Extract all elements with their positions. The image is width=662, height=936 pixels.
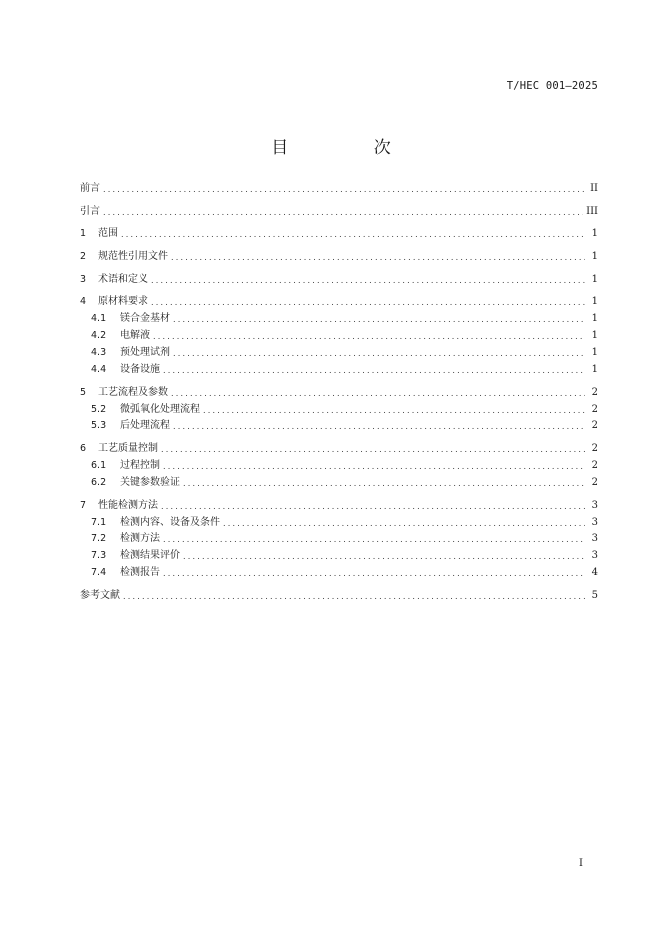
dot-leader — [163, 564, 585, 583]
toc-entry-label: 检测方法 — [120, 533, 160, 545]
toc-entry-label: 工艺质量控制 — [98, 443, 158, 455]
toc-entry-number: 5.3 — [91, 420, 107, 432]
toc-entry-2[interactable] — [80, 249, 598, 266]
toc-entry-page: 1 — [591, 273, 598, 285]
toc-entry-label: 性能检测方法 — [98, 499, 158, 511]
toc-entry-label: 设备设施 — [120, 364, 160, 375]
toc-entry-4-3[interactable] — [80, 345, 598, 362]
toc-entry-5[interactable] — [80, 385, 598, 402]
dot-leader — [123, 587, 585, 606]
toc-entry-page: 2 — [591, 476, 598, 488]
toc-entry-page: 1 — [591, 251, 598, 263]
dot-leader — [103, 180, 585, 199]
toc-entry-label: 检测结果评价 — [120, 550, 180, 562]
toc-entry-label: 镁合金基材 — [120, 313, 170, 325]
toc-entry-number: 7.4 — [91, 567, 107, 579]
toc-entry-page: 3 — [591, 499, 598, 511]
toc-entry-page: II — [590, 183, 598, 194]
dot-leader — [103, 203, 583, 222]
toc-entry-7-2[interactable] — [80, 531, 598, 548]
toc-entry-5-2[interactable] — [80, 402, 598, 419]
table-of-contents — [80, 181, 598, 605]
dot-leader — [183, 474, 585, 493]
toc-entry-page: 1 — [591, 330, 598, 342]
toc-entry-foreword[interactable] — [80, 181, 598, 198]
toc-entry-label: 关键参数验证 — [120, 476, 180, 488]
toc-entry-page: 1 — [591, 296, 598, 308]
toc-entry-7-4[interactable] — [80, 565, 598, 582]
toc-entry-page: 2 — [591, 460, 598, 472]
toc-entry-4-2[interactable] — [80, 328, 598, 345]
toc-entry-number: 4.1 — [91, 313, 107, 325]
toc-entry-page: 3 — [591, 516, 598, 528]
toc-entry-number: 6.2 — [91, 476, 107, 488]
toc-entry-label: 原材料要求 — [98, 296, 148, 308]
toc-entry-page: 1 — [591, 228, 598, 240]
toc-entry-number: 4.4 — [91, 364, 107, 375]
toc-entry-number: 4.3 — [91, 347, 107, 359]
toc-entry-label: 电解液 — [120, 330, 150, 342]
toc-entry-page: 2 — [591, 403, 598, 415]
dot-leader — [171, 248, 585, 267]
toc-entry-number: 5 — [80, 386, 87, 398]
toc-entry-number: 3 — [80, 273, 87, 285]
toc-entry-page: 3 — [591, 533, 598, 545]
dot-leader — [151, 271, 585, 290]
toc-entry-page: III — [586, 205, 598, 217]
toc-entry-4-4[interactable] — [80, 362, 598, 379]
dot-leader — [121, 225, 585, 244]
toc-entry-label: 工艺流程及参数 — [98, 386, 168, 398]
toc-entry-6[interactable] — [80, 441, 598, 458]
toc-entry-5-3[interactable] — [80, 418, 598, 435]
toc-entry-label: 检测内容、设备及条件 — [120, 516, 220, 528]
document-code: T/HEC 001—2025 — [506, 80, 598, 92]
toc-entry-4-1[interactable] — [80, 311, 598, 328]
toc-entry-number: 4.2 — [91, 330, 107, 342]
toc-entry-bibliography[interactable] — [80, 588, 598, 605]
toc-entry-number: 6.1 — [91, 460, 107, 472]
toc-title: 目 次 — [271, 138, 431, 158]
dot-leader — [163, 361, 585, 380]
toc-entry-number: 7.1 — [91, 516, 107, 528]
toc-entry-6-1[interactable] — [80, 458, 598, 475]
toc-entry-number: 2 — [80, 251, 87, 263]
toc-entry-page: 1 — [591, 364, 598, 375]
toc-entry-6-2[interactable] — [80, 475, 598, 492]
toc-entry-page: 2 — [591, 420, 598, 432]
toc-entry-label: 后处理流程 — [120, 420, 170, 432]
toc-entry-label: 微弧氧化处理流程 — [120, 403, 200, 415]
toc-entry-number: 1 — [80, 228, 87, 240]
toc-entry-4[interactable] — [80, 294, 598, 311]
toc-entry-label: 预处理试剂 — [120, 347, 170, 359]
toc-entry-label: 前言 — [80, 183, 100, 194]
toc-entry-3[interactable] — [80, 272, 598, 289]
toc-entry-label: 范围 — [98, 228, 118, 240]
toc-entry-7-3[interactable] — [80, 548, 598, 565]
toc-entry-label: 规范性引用文件 — [98, 251, 168, 263]
dot-leader — [173, 417, 585, 436]
toc-entry-7-1[interactable] — [80, 515, 598, 532]
toc-entry-label: 参考文献 — [80, 589, 120, 601]
toc-entry-page: 1 — [591, 347, 598, 359]
toc-entry-introduction[interactable] — [80, 204, 598, 221]
toc-entry-label: 引言 — [80, 205, 100, 217]
toc-entry-number: 4 — [80, 296, 87, 308]
toc-entry-7[interactable] — [80, 498, 598, 515]
toc-entry-number: 7.3 — [91, 550, 107, 562]
toc-entry-page: 3 — [591, 550, 598, 562]
toc-entry-label: 过程控制 — [120, 460, 160, 472]
toc-entry-1[interactable] — [80, 226, 598, 243]
toc-entry-page: 2 — [591, 443, 598, 455]
toc-entry-label: 术语和定义 — [98, 273, 148, 285]
toc-entry-page: 4 — [591, 567, 598, 579]
toc-entry-page: 5 — [591, 589, 598, 601]
toc-entry-number: 5.2 — [91, 403, 107, 415]
toc-entry-number: 6 — [80, 443, 87, 455]
toc-entry-number: 7 — [80, 499, 87, 511]
toc-entry-page: 1 — [591, 313, 598, 325]
toc-entry-label: 检测报告 — [120, 567, 160, 579]
page-number: I — [579, 858, 583, 869]
toc-entry-page: 2 — [591, 386, 598, 398]
toc-entry-number: 7.2 — [91, 533, 107, 545]
